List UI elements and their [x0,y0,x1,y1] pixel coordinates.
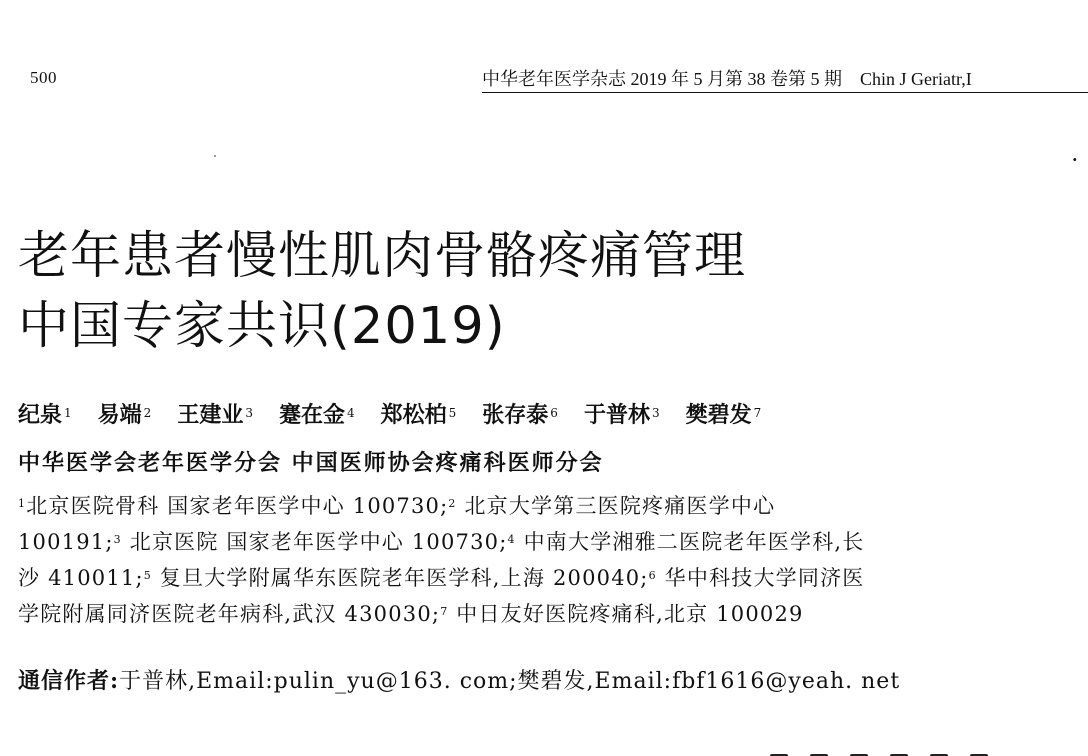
title-line-1: 老年患者慢性肌肉骨骼疼痛管理 [18,227,747,286]
affiliation-text: 北京医院 国家老年医学中心 100730; [121,530,508,554]
affiliation-marker: 7 [440,605,449,618]
affiliation-line [18,560,1088,596]
author [686,402,762,428]
article-title [18,222,746,362]
affiliation-marker: 4 [507,533,516,546]
author-name: 蹇在金 [278,402,345,428]
affiliation-text: 沙 410011; [18,566,144,590]
affiliation-marker: 2 [143,406,152,420]
edge-dot: · [1072,150,1078,169]
affiliation-text: 中日友好医院疼痛科,北京 100029 [448,602,804,626]
author-name: 纪泉 [18,402,63,428]
author-name: 张存泰 [482,402,549,428]
affiliation-marker: 4 [346,406,355,420]
journal-header [482,66,1088,93]
affiliation-marker: 5 [143,569,152,582]
affiliations [18,488,1088,632]
title-line-2: 中国专家共识(2019) [18,297,506,356]
society-line: 中华医学会老年医学分会 中国医师协会疼痛科医师分会 [18,450,604,476]
author-name: 于普林 [583,402,650,428]
affiliation-text: 中南大学湘雅二医院老年医学科,长 [515,530,865,554]
affiliation-text: 北京大学第三医院疼痛医学中心 [456,494,776,518]
corresponding-label: 通信作者: [18,668,120,694]
scan-speck [214,155,216,157]
affiliation-text: 华中科技大学同济医 [656,566,865,590]
author [482,402,558,428]
affiliation-line [18,488,1088,524]
journal-header-en: Chin J Geriatr,I [860,69,972,89]
journal-header-zh: 中华老年医学杂志 2019 年 5 月第 38 卷第 5 期 [482,69,842,89]
author-name: 郑松柏 [380,402,447,428]
affiliation-text: 北京医院骨科 国家老年医学中心 100730; [26,494,449,518]
author-name: 易端 [97,402,142,428]
affiliation-marker: 6 [648,569,657,582]
author [584,402,660,428]
affiliation-marker: 7 [753,406,762,420]
cropped-text-fragment [770,744,1070,756]
corresponding-text: 于普林,Email:pulin_yu@163. com;樊碧发,Email:fbf1616@yeah. net [119,669,901,694]
affiliation-marker: 5 [448,406,457,420]
affiliation-marker: 1 [64,406,72,420]
affiliation-marker: 3 [245,406,253,420]
affiliation-marker: 6 [550,406,558,420]
author [279,402,355,428]
affiliation-line [18,596,1088,632]
affiliation-text: 复旦大学附属华东医院老年医学科,上海 200040; [151,566,649,590]
affiliation-line [18,524,1088,560]
affiliation-marker: 3 [651,406,660,420]
affiliation-marker: 3 [113,533,122,546]
affiliation-marker: 2 [448,497,457,510]
author-name: 王建业 [177,402,244,428]
author [381,402,457,428]
page-number: 500 [30,68,57,87]
affiliation-text: 学院附属同济医院老年病科,武汉 430030; [18,602,441,626]
author [177,402,253,428]
affiliation-text: 100191; [18,530,114,554]
author-list [18,398,787,432]
author [98,402,152,428]
affiliation-marker: 1 [18,497,27,510]
author [18,402,72,428]
corresponding-authors [18,664,900,699]
author-name: 樊碧发 [685,402,752,428]
